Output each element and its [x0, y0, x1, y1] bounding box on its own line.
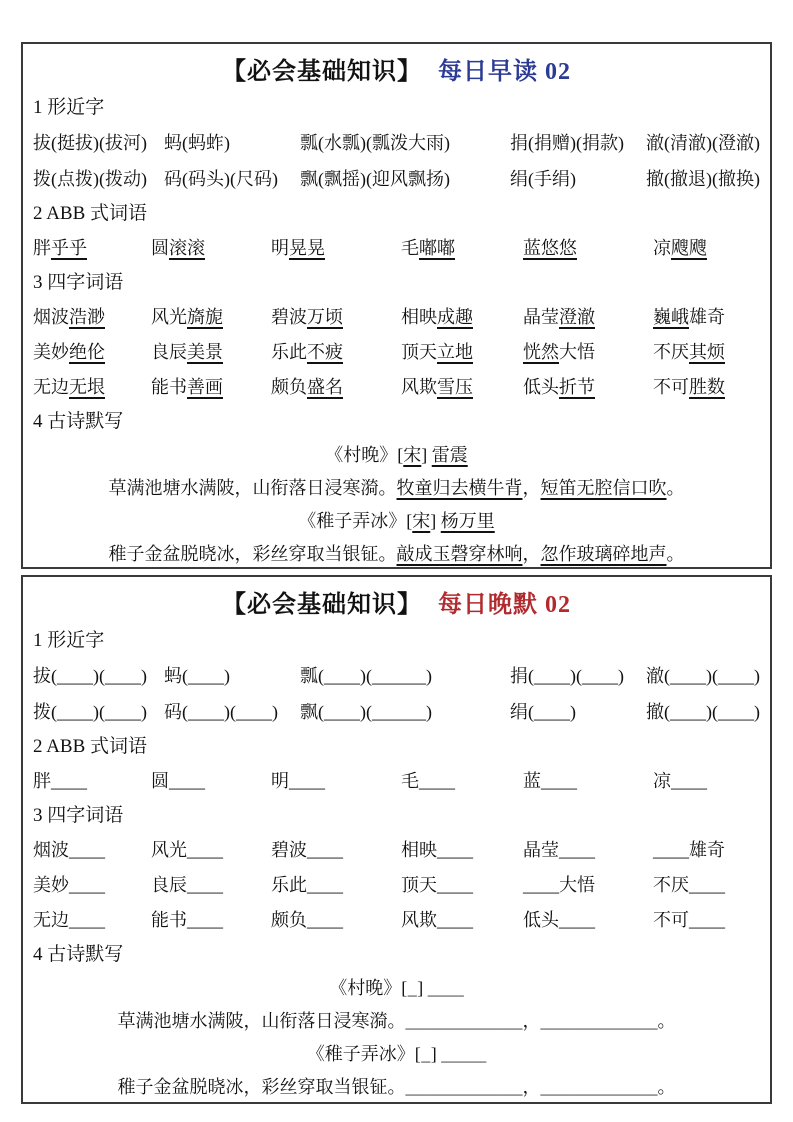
word-cell: 顶天立地 — [401, 341, 473, 362]
poem-1-line — [33, 472, 760, 505]
word-cell: 风光____ — [151, 839, 223, 860]
word-cell: 绢(____) — [510, 701, 576, 722]
poem-1-title — [33, 439, 760, 472]
title-main: 【必会基础知识】 — [222, 59, 422, 85]
word-cell: 能书善画 — [151, 376, 223, 397]
xingjinzi-row-1 — [33, 125, 760, 161]
sizi-row-1 — [33, 300, 760, 335]
bracket-close: ] — [421, 444, 428, 465]
poem-1-line-plain: 草满池塘水满陂，山衔落日浸寒漪。 — [108, 477, 397, 498]
poem-1-line-period: 。 — [666, 477, 685, 498]
sizi-blank-row-1 — [33, 833, 760, 868]
poem-2-dynasty-blank: _ — [421, 1043, 431, 1064]
word-cell: 瓢(____)(______) — [300, 665, 432, 686]
poem-2-author: 杨万里 — [440, 510, 495, 531]
word-cell: 凉____ — [653, 770, 707, 791]
word-cell: 不可____ — [653, 909, 725, 930]
xingjinzi-row-2 — [33, 161, 760, 197]
word-cell: 拔(挺拔)(拔河) — [33, 132, 147, 153]
section-label-gushi: 4 古诗默写 — [33, 410, 124, 432]
sizi-row-2 — [33, 335, 760, 370]
word-cell: 码(____)(____) — [164, 701, 278, 722]
word-cell: 碧波万顷 — [271, 306, 343, 327]
word-cell: 风欺____ — [401, 909, 473, 930]
section-label-xingjinzi: 1 形近字 — [33, 96, 105, 118]
answer-underlined: 不疲 — [307, 341, 343, 362]
word-cell: 无边无垠 — [33, 376, 105, 397]
word-cell: 捐(捐赠)(捐款) — [510, 132, 624, 153]
poem-1-dynasty: 宋 — [403, 444, 422, 465]
word-cell: 晶莹____ — [523, 839, 595, 860]
bracket-close: ] — [417, 977, 424, 998]
poem-2-dynasty: 宋 — [412, 510, 431, 531]
word-cell: 飘(飘摇)(迎风飘扬) — [300, 168, 450, 189]
bracket-open: [ — [401, 977, 408, 998]
section-label-gushi: 4 古诗默写 — [33, 943, 124, 965]
word-cell: 胖____ — [33, 770, 87, 791]
word-cell: 毛____ — [401, 770, 455, 791]
word-cell: 颇负盛名 — [271, 376, 343, 397]
answer-underlined: 旖旎 — [187, 306, 223, 327]
word-cell: 蚂(____) — [164, 665, 230, 686]
word-cell: 巍峨雄奇 — [653, 306, 725, 327]
poem-1-blank-1: _____________ — [405, 1010, 523, 1031]
word-cell: 绢(手绢) — [510, 168, 576, 189]
word-cell: 胖乎乎 — [33, 237, 87, 258]
word-cell: 明晃晃 — [271, 237, 325, 258]
word-cell: 蓝____ — [523, 770, 577, 791]
word-cell: 碧波____ — [271, 839, 343, 860]
word-cell: 撤(撤退)(撤换) — [646, 168, 760, 189]
answer-underlined: 浩渺 — [69, 306, 105, 327]
poem-1-line-answer-2: 短笛无腔信口吹 — [540, 477, 667, 498]
poem-2-author-blank: _____ — [441, 1043, 487, 1064]
xingjinzi-blank-row-1 — [33, 658, 760, 694]
answer-underlined: 巍峨 — [653, 306, 689, 327]
poem-1-author-blank: ____ — [427, 977, 464, 998]
word-cell: 拨(点拨)(拨动) — [33, 168, 147, 189]
section-label-xingjinzi: 1 形近字 — [33, 629, 105, 651]
word-cell: 烟波____ — [33, 839, 105, 860]
card-title — [33, 55, 760, 90]
answer-underlined: 澄澈 — [559, 306, 595, 327]
word-cell: 撤(____)(____) — [646, 701, 760, 722]
bracket-close: ] — [430, 510, 437, 531]
abb-blank-row — [33, 764, 760, 799]
word-cell: 风欺雪压 — [401, 376, 473, 397]
poem-1-dynasty-blank: _ — [407, 977, 417, 998]
bracket-open: [ — [397, 444, 404, 465]
word-cell: ____大悟 — [523, 874, 595, 895]
section-label-abb: 2 ABB 式词语 — [33, 202, 148, 224]
poem-2-line-comma: ， — [522, 543, 541, 564]
word-cell: 恍然大悟 — [523, 341, 595, 362]
word-cell: 蚂(蚂蚱) — [164, 132, 230, 153]
evening-subtitle: 每日晚默 02 — [438, 592, 571, 618]
answer-underlined: 嘟嘟 — [419, 237, 455, 258]
morning-subtitle: 每日早读 02 — [438, 59, 571, 85]
poem-2-line — [33, 538, 760, 571]
section-label-abb: 2 ABB 式词语 — [33, 735, 148, 757]
title-main: 【必会基础知识】 — [222, 592, 422, 618]
word-cell: 美妙绝伦 — [33, 341, 105, 362]
poem-2-title — [33, 505, 760, 538]
card-evening-dictation — [21, 575, 772, 1104]
card-title — [33, 588, 760, 623]
section-label-sizi: 3 四字词语 — [33, 804, 124, 826]
answer-underlined: 飕飕 — [671, 237, 707, 258]
word-cell: 能书____ — [151, 909, 223, 930]
answer-underlined: 善画 — [187, 376, 223, 397]
word-cell: 圆____ — [151, 770, 205, 791]
poem-1-line-blank — [33, 1005, 760, 1038]
answer-underlined: 雪压 — [437, 376, 473, 397]
poem-1-line-comma: ， — [522, 477, 541, 498]
answer-underlined: 其烦 — [689, 341, 725, 362]
answer-underlined: 折节 — [559, 376, 595, 397]
poem-2-name: 《稚子弄冰》 — [298, 510, 407, 531]
word-cell: 拨(____)(____) — [33, 701, 147, 722]
sizi-blank-row-2 — [33, 868, 760, 903]
answer-underlined: 胜数 — [689, 376, 725, 397]
answer-underlined: 晃晃 — [289, 237, 325, 258]
word-cell: 无边____ — [33, 909, 105, 930]
poem-1-title-blank — [33, 972, 760, 1005]
word-cell: 捐(____)(____) — [510, 665, 624, 686]
poem-2-title-blank — [33, 1038, 760, 1071]
answer-underlined: 绝伦 — [69, 341, 105, 362]
answer-underlined: 蓝悠悠 — [523, 237, 577, 258]
word-cell: 不厌其烦 — [653, 341, 725, 362]
answer-underlined: 万顷 — [307, 306, 343, 327]
poem-2-name: 《稚子弄冰》 — [306, 1043, 415, 1064]
word-cell: 烟波浩渺 — [33, 306, 105, 327]
poem-2-line-answer-1: 敲成玉磬穿林响 — [396, 543, 523, 564]
word-cell: 乐此____ — [271, 874, 343, 895]
word-cell: ____雄奇 — [653, 839, 725, 860]
word-cell: 凉飕飕 — [653, 237, 707, 258]
answer-underlined: 美景 — [187, 341, 223, 362]
word-cell: 美妙____ — [33, 874, 105, 895]
word-cell: 拔(____)(____) — [33, 665, 147, 686]
card-morning-reading — [21, 42, 772, 569]
word-cell: 瓢(水瓢)(瓢泼大雨) — [300, 132, 450, 153]
answer-underlined: 无垠 — [69, 376, 105, 397]
word-cell: 飘(____)(______) — [300, 701, 432, 722]
sizi-blank-row-3 — [33, 903, 760, 938]
poem-2-line-period: 。 — [657, 1076, 676, 1097]
word-cell: 码(码头)(尺码) — [164, 168, 278, 189]
word-cell: 良辰____ — [151, 874, 223, 895]
word-cell: 低头____ — [523, 909, 595, 930]
answer-underlined: 乎乎 — [51, 237, 87, 258]
word-cell: 乐此不疲 — [271, 341, 343, 362]
word-cell: 顶天____ — [401, 874, 473, 895]
word-cell: 相映成趣 — [401, 306, 473, 327]
sizi-row-3 — [33, 370, 760, 405]
word-cell: 颇负____ — [271, 909, 343, 930]
bracket-close: ] — [430, 1043, 437, 1064]
word-cell: 圆滚滚 — [151, 237, 205, 258]
poem-2-line-plain: 稚子金盆脱晓冰，彩丝穿取当银钲。 — [108, 543, 397, 564]
word-cell: 良辰美景 — [151, 341, 223, 362]
word-cell: 澈(清澈)(澄澈) — [646, 132, 760, 153]
poem-2-blank-1: _____________ — [405, 1076, 523, 1097]
poem-2-line-comma: ， — [522, 1076, 541, 1097]
abb-row — [33, 231, 760, 266]
poem-1-line-period: 。 — [657, 1010, 676, 1031]
answer-underlined: 成趣 — [437, 306, 473, 327]
poem-2-line-blank — [33, 1071, 760, 1104]
poem-1-line-plain: 草满池塘水满陂，山衔落日浸寒漪。 — [117, 1010, 406, 1031]
word-cell: 低头折节 — [523, 376, 595, 397]
poem-2-line-period: 。 — [666, 543, 685, 564]
poem-1-line-answer-1: 牧童归去横牛背 — [396, 477, 523, 498]
word-cell: 晶莹澄澈 — [523, 306, 595, 327]
word-cell: 明____ — [271, 770, 325, 791]
poem-1-name: 《村晚》 — [325, 444, 398, 465]
poem-1-author: 雷震 — [431, 444, 468, 465]
word-cell: 相映____ — [401, 839, 473, 860]
word-cell: 毛嘟嘟 — [401, 237, 455, 258]
bracket-open: [ — [406, 510, 413, 531]
poem-1-name: 《村晚》 — [329, 977, 402, 998]
answer-underlined: 盛名 — [307, 376, 343, 397]
poem-2-blank-2: _____________ — [540, 1076, 658, 1097]
xingjinzi-blank-row-2 — [33, 694, 760, 730]
word-cell — [523, 231, 653, 266]
poem-1-blank-2: _____________ — [540, 1010, 658, 1031]
answer-underlined: 恍然 — [523, 341, 559, 362]
section-label-sizi: 3 四字词语 — [33, 271, 124, 293]
word-cell: 不可胜数 — [653, 376, 725, 397]
bracket-open: [ — [414, 1043, 421, 1064]
poem-1-line-comma: ， — [522, 1010, 541, 1031]
answer-underlined: 滚滚 — [169, 237, 205, 258]
answer-underlined: 立地 — [437, 341, 473, 362]
word-cell: 澈(____)(____) — [646, 665, 760, 686]
poem-2-line-answer-2: 忽作玻璃碎地声 — [540, 543, 667, 564]
poem-2-line-plain: 稚子金盆脱晓冰，彩丝穿取当银钲。 — [117, 1076, 406, 1097]
word-cell: 不厌____ — [653, 874, 725, 895]
word-cell: 风光旖旎 — [151, 306, 223, 327]
